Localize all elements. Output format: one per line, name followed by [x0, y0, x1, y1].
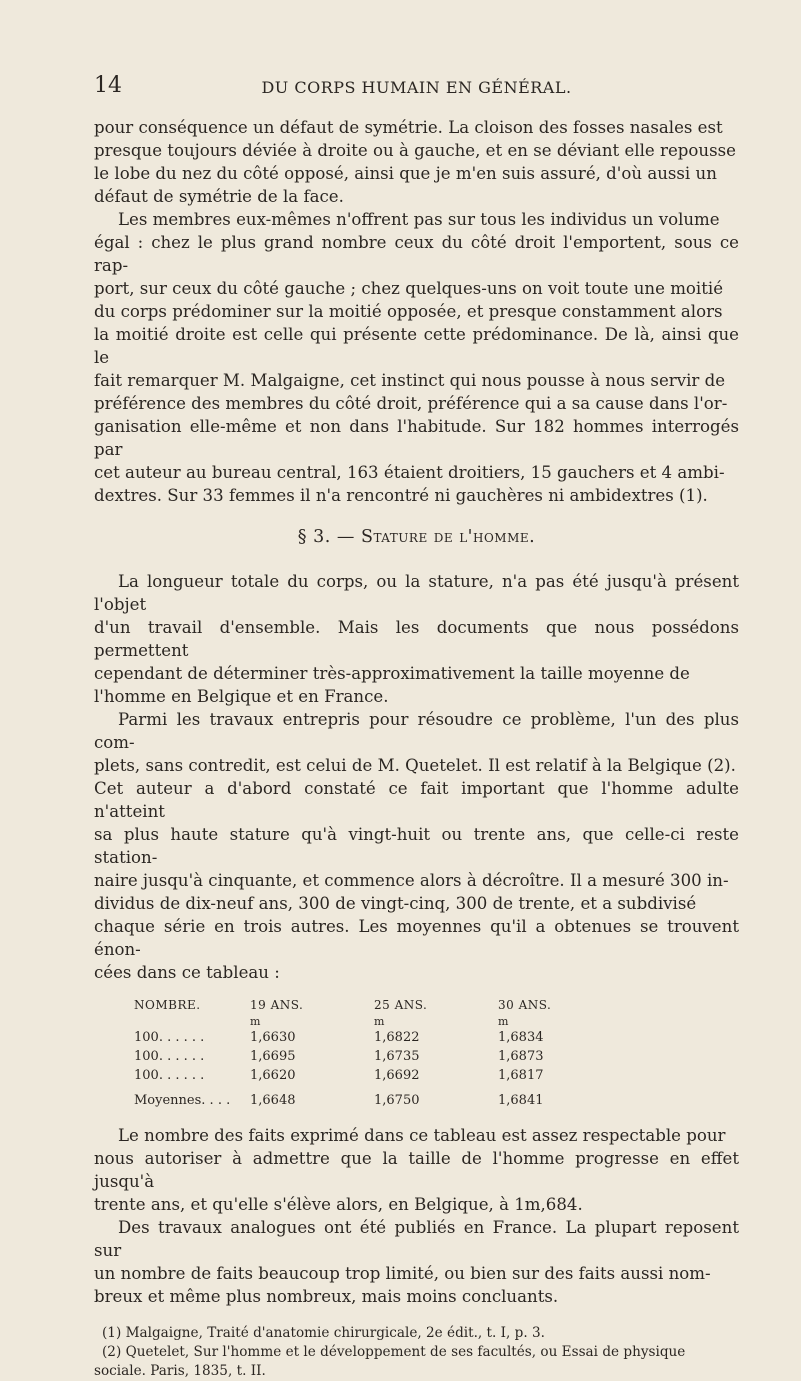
section-number: § 3. — — [297, 527, 355, 547]
page-header — [94, 73, 739, 103]
table-cell: 1,6841 — [498, 1093, 544, 1108]
table-row — [134, 1047, 598, 1066]
table-cell: 1,6822 — [374, 1030, 420, 1045]
table-average-row — [134, 1085, 598, 1110]
table-cell: 1,6692 — [374, 1068, 420, 1083]
page-number: 14 — [94, 73, 122, 98]
table-cell: 100. . . . . . — [134, 1030, 205, 1045]
table-header-row — [134, 995, 598, 1014]
table-cell: Moyennes. . . . — [134, 1093, 231, 1108]
table-unit: m — [374, 1014, 385, 1028]
page-body — [94, 116, 739, 1381]
section-heading — [94, 527, 739, 547]
paragraph: La longueur totale du corps, ou la stature, n'a pas été jusqu'à présent l'objet d'un travail d'ensemble. Mais les documents que nous possédons permettent cependant de déterminer très-approximativement la taille moyenne de l'homme en Belgique et en France. — [94, 572, 739, 706]
table-header: 30 ANS. — [498, 997, 552, 1012]
table-header: 25 ANS. — [374, 997, 428, 1012]
table-cell: 1,6834 — [498, 1030, 544, 1045]
table-row — [134, 1028, 598, 1047]
table-header: NOMBRE. — [134, 997, 201, 1012]
running-title: DU CORPS HUMAIN EN GÉNÉRAL. — [261, 78, 572, 97]
table-cell: 1,6873 — [498, 1049, 544, 1064]
paragraph: Les membres eux-mêmes n'offrent pas sur tous les individus un volume égal : chez le plus grand nombre ceux du côté droit l'emportent, sous ce rap- port, sur ceux du côté gauche ; chez quelques-uns on voit toute une moitié du corps prédominer sur la moitié opposée, et presque constamment alors la moitié droite est celle qui présente cette prédominance. De là, ainsi que le fait remarquer M. Malgaigne, cet instinct qui nous pousse à nous servir de préférence des membres du côté droit, préférence qui a sa cause dans l'or- ganisation elle-même et non dans l'habitude. Sur 182 hommes interrogés par cet auteur au bureau central, 163 étaient droitiers, 15 gauchers et 4 ambi- dextres. Sur 33 femmes il n'a rencontré ni gauchères ni ambidextres (1). — [94, 210, 739, 505]
table-unit: m — [498, 1014, 509, 1028]
footnote-continuation: sociale. Paris, 1835, t. II. — [94, 1363, 266, 1379]
table-cell: 100. . . . . . — [134, 1049, 205, 1064]
paragraph: pour conséquence un défaut de symétrie. La cloison des fosses nasales est presque toujours déviée à droite ou à gauche, et en se déviant elle repousse le lobe du nez du côté opposé, ainsi que je m'en suis assuré, d'où aussi un défaut de symétrie de la face. — [94, 118, 736, 206]
footnotes — [94, 1324, 739, 1381]
footnote: (1) Malgaigne, Traité d'anatomie chirurgicale, 2e édit., t. I, p. 3. — [102, 1325, 545, 1341]
table-cell: 1,6817 — [498, 1068, 544, 1083]
table-cell: 1,6620 — [250, 1068, 296, 1083]
table-unit — [134, 1014, 250, 1028]
footnote: (2) Quetelet, Sur l'homme et le développement de ses facultés, ou Essai de physique — [102, 1344, 686, 1360]
table-cell: 100. . . . . . — [134, 1068, 205, 1083]
table-cell: 1,6735 — [374, 1049, 420, 1064]
table-cell: 1,6648 — [250, 1093, 296, 1108]
table-unit: m — [250, 1014, 261, 1028]
table-row — [134, 1066, 598, 1085]
paragraph: Parmi les travaux entrepris pour résoudre ce problème, l'un des plus com- plets, sans contredit, est celui de M. Quetelet. Il est relatif à la Belgique (2). Cet auteur a d'abord constaté ce fait important que l'homme adulte n'atteint sa plus haute stature qu'à vingt-huit ou trente ans, que celle-ci reste station- naire jusqu'à cinquante, et commence alors à décroître. Il a mesuré 300 in- dividus de dix-neuf ans, 300 de vingt-cinq, 300 de trente, et a subdivisé chaque série en trois autres. Les moyennes qu'il a obtenues se trouvent énon- cées dans ce tableau : — [94, 710, 739, 982]
table-cell: 1,6750 — [374, 1093, 420, 1108]
paragraph: Des travaux analogues ont été publiés en France. La plupart reposent sur un nombre de faits beaucoup trop limité, ou bien sur des faits aussi nom- breux et même plus nombreux, mais moins concluants. — [94, 1218, 739, 1306]
table-cell: 1,6630 — [250, 1030, 296, 1045]
paragraph: Le nombre des faits exprimé dans ce tableau est assez respectable pour nous autoriser à admettre que la taille de l'homme progresse en effet jusqu'à trente ans, et qu'elle s'élève alors, en Belgique, à 1m,684. — [94, 1126, 739, 1214]
table-units-row — [134, 1014, 598, 1028]
stature-table — [134, 995, 598, 1110]
table-header: 19 ANS. — [250, 997, 304, 1012]
section-title: Stature de l'homme. — [360, 527, 536, 547]
table-cell: 1,6695 — [250, 1049, 296, 1064]
